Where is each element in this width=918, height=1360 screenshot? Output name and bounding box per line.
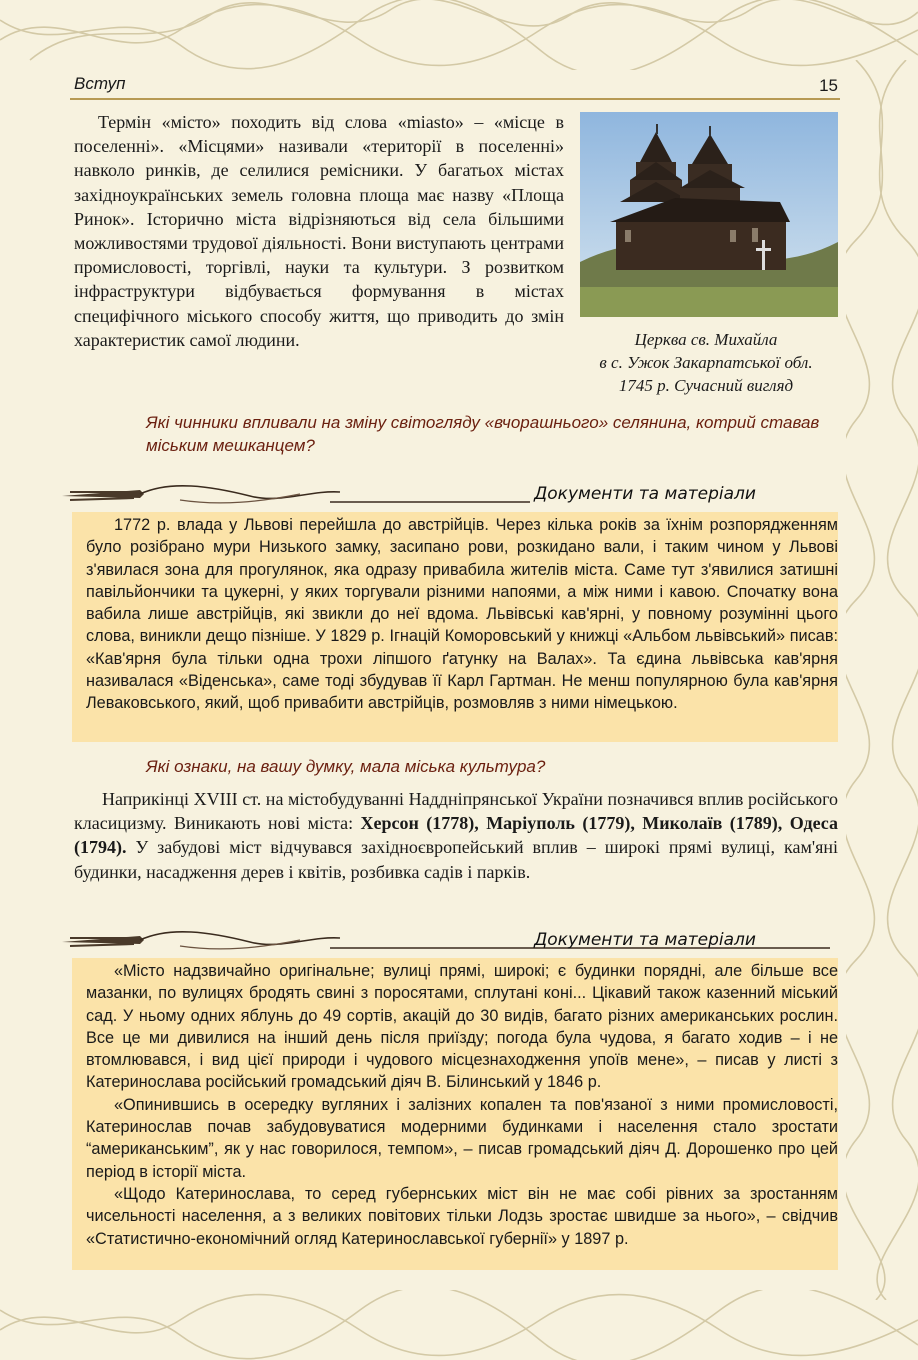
- running-header: [70, 70, 840, 100]
- page-number: 15: [819, 76, 838, 95]
- documents-box-2: [72, 958, 838, 1270]
- page: [60, 60, 840, 1320]
- caption-line-1: Церква св. Михайла: [634, 330, 778, 349]
- main-paragraph: [74, 787, 838, 884]
- right-ornament: [846, 60, 918, 1300]
- main-text-part-1: Наприкінці XVIII ст. на містобудуванні Наддніпрянської України позначився вплив російського класицизму. Виникають нові міста:: [74, 789, 838, 834]
- church-photo: [580, 112, 838, 317]
- documents2-paragraph-3: «Щодо Катеринослава, то серед губернських міст він не має собі рівних за зростанням чисельності населення, а з великих повітових тільки Лодзь зростає швидше за нього», – свідчив «Статистично-економічний огляд Катеринославської губернії» у 1897 р.: [86, 1184, 838, 1248]
- documents-title-1: Документи та матеріали: [534, 484, 756, 504]
- documents-box-1: [72, 512, 838, 742]
- main-text-cities: Херсон (1778), Маріуполь (1779), Миколаїв (1789), Одеса (1794).: [74, 813, 838, 858]
- section-name: Вступ: [74, 74, 126, 93]
- intro-paragraph: Термін «місто» походить від слова «miasto» – «місце в поселенні». «Місцями» називали «території в поселенні» навколо ринків, де селилися ремісники. У багатьох містах західноукраїнських земель головна площа має назву «Площа Ринок». Історично міста відрізняються від села більшими можливостями трудової діяльності. Вони виступають центрами промисловості, торгівлі, науки та культури. З розвитком інфраструктури відбувається формування в містах специфічного міського способу життя, що приводить до змін характеристик самої людини.: [74, 112, 564, 350]
- documents2-paragraph-2: «Опинившись в осередку вугляних і залізних копален та пов'язаної з ними промисловості, Катеринослав почав забудовуватися модерними будинками і населення стало зростати “американським”, як у нас говорилося, темпом», – писав громадський діяч Д. Дорошенко про цей період в історії міста.: [86, 1095, 838, 1181]
- main-text-part-2: У забудові міст відчувався західноєвропейський вплив – широкі прямі вулиці, кам'яні будинки, насадження дерев і квітів, розбивка садів і парків.: [74, 837, 838, 882]
- caption-line-2: в с. Ужок Закарпатської обл.: [599, 353, 813, 372]
- documents-paragraph-1: 1772 р. влада у Львові перейшла до австрійців. Через кілька років за їхнім розпорядженням було розібрано мури Низького замку, засипано рови, розкидано вали, і таким чином у Львові з'явилася зона для прогулянок, яка одразу привабила жителів міста. Саме тут з'явилися затишні павільйончики та цукерні, у яких торгували різними напоями, а між ними і кавою. Спочатку вона вабила лише австрійців, які звикли до неї вдома. Львівські кав'ярні, у повному розумінні цього слова, виникли дещо пізніше. У 1829 р. Ігнацій Коморовський у книжці «Альбом львівський» писав: «Кав'ярня була тільки одна трохи ліпшого ґатунку на Валах». Та єдина львівська кав'ярня називалася «Віденська», саме тоді збудував її Карл Гартман. Не менш популярною була кав'ярня Леваковського, який, щоб привабити австрійців, розмовляв з ними німецькою.: [86, 516, 838, 713]
- question-1: Які чинники впливали на зміну світогляду «вчорашнього» селянина, котрий ставав міським мешканцем?: [146, 413, 820, 455]
- photo-caption: [566, 328, 846, 397]
- caption-line-3: 1745 р. Сучасний вигляд: [618, 376, 794, 395]
- question-2: Які ознаки, на вашу думку, мала міська культура?: [146, 757, 546, 776]
- documents-title-2: Документи та матеріали: [534, 930, 756, 950]
- documents-header-1: [60, 476, 840, 512]
- documents2-paragraph-1: «Місто надзвичайно оригінальне; вулиці прямі, широкі; є будинки порядні, але більше все мазанки, по вулицях бродять свині з поросятами, сплутані коні... Цікавий також казенний міський сад. У ньому одних яблунь до 49 сортів, акацій до 30 видів, багато різних американських рослин. Все це ми дивилися на інший день після приїзду; погода була чудова, я багато ходив – і не втомлювався, і вид цієї природи і чудового місцезнаходження упоїв мене», – писав у листі з Катеринослава російський громадський діяч В. Білинський у 1846 р.: [86, 962, 838, 1092]
- quill-pen-icon: [60, 476, 530, 512]
- documents-header-2: [60, 922, 840, 958]
